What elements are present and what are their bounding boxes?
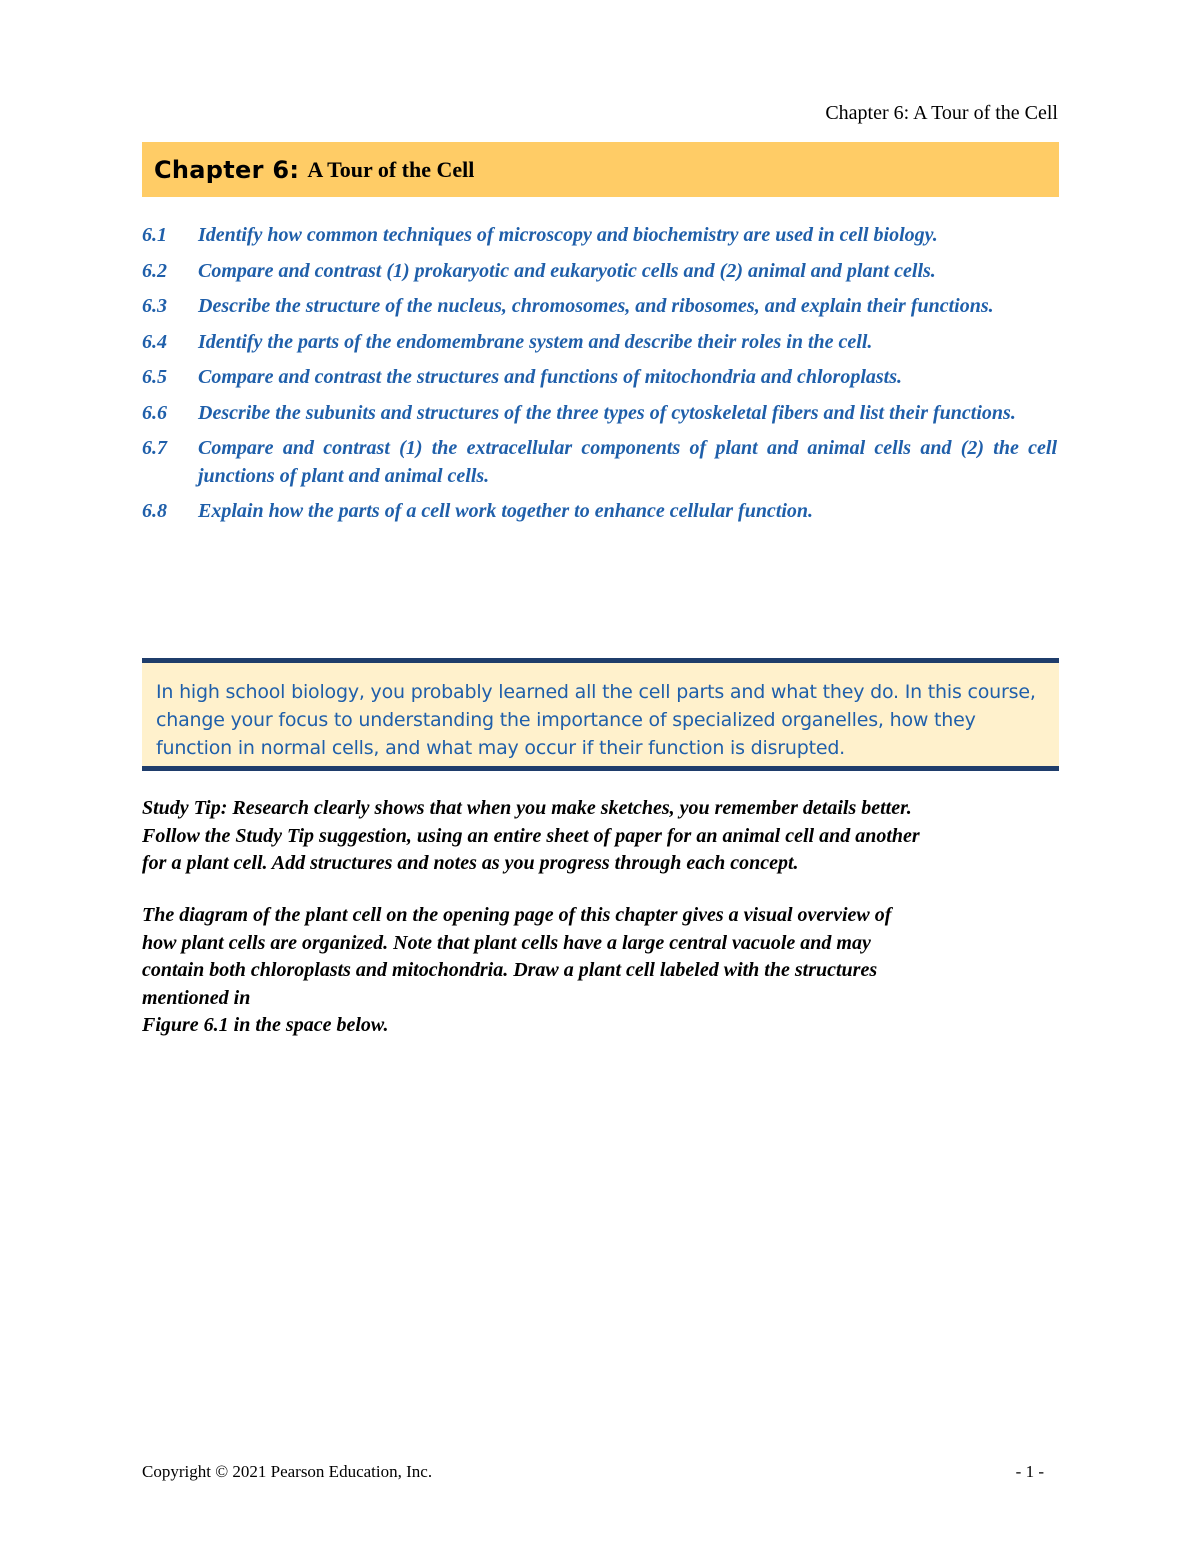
objective-item [142, 435, 1057, 490]
diagram-instruction-line: The diagram of the plant cell on the opening page of this chapter gives a visual overview of [142, 904, 892, 926]
study-tip-line: for a plant cell. Add structures and notes as you progress through each concept. [142, 852, 799, 874]
objective-text: Compare and contrast (1) the extracellular components of plant and animal cells and (2) the cell junctions of plant and animal cells. [198, 437, 1057, 487]
objective-text: Compare and contrast (1) prokaryotic and eukaryotic cells and (2) animal and plant cells. [198, 259, 936, 282]
objective-number: 6.6 [142, 401, 167, 424]
objective-number: 6.2 [142, 259, 167, 282]
study-tip-line: Study Tip: Research clearly shows that when you make sketches, you remember details better. [142, 797, 912, 819]
objective-text: Explain how the parts of a cell work together to enhance cellular function. [198, 500, 814, 522]
study-tip-paragraph [142, 795, 1060, 878]
learning-objectives-list [142, 222, 1057, 534]
callout-note-box [142, 658, 1059, 771]
objective-text: Describe the structure of the nucleus, chromosomes, and ribosomes, and explain their functions. [198, 295, 994, 317]
objective-item [142, 498, 1057, 526]
objective-item [142, 222, 1057, 250]
page-number: - 1 - [1015, 1462, 1044, 1481]
copyright-footer: Copyright © 2021 Pearson Education, Inc. [142, 1462, 433, 1481]
diagram-instruction-line: mentioned in [142, 986, 251, 1009]
objective-item [142, 258, 1057, 286]
running-header: Chapter 6: A Tour of the Cell [825, 102, 1058, 124]
objective-item [142, 293, 1057, 321]
diagram-instruction-line: contain both chloroplasts and mitochondria. Draw a plant cell labeled with the structures [142, 959, 878, 981]
objective-text: Compare and contrast the structures and functions of mitochondria and chloroplasts. [198, 366, 903, 388]
chapter-title: A Tour of the Cell [307, 156, 475, 182]
objective-number: 6.5 [142, 366, 167, 388]
chapter-label: Chapter 6: [154, 155, 300, 184]
objective-number: 6.3 [142, 295, 167, 317]
objective-number: 6.8 [142, 500, 167, 522]
callout-note-line: In high school biology, you probably learned all the cell parts and what they do. In this course, [156, 681, 1036, 703]
diagram-instruction-line: how plant cells are organized. Note that plant cells have a large central vacuole and may [142, 931, 871, 954]
objective-number: 6.1 [142, 224, 167, 246]
callout-note-line: change your focus to understanding the importance of specialized organelles, how they [156, 709, 976, 731]
objective-text: Identify how common techniques of microscopy and biochemistry are used in cell biology. [198, 224, 938, 246]
objective-text: Identify the parts of the endomembrane system and describe their roles in the cell. [198, 330, 873, 353]
objective-number: 6.7 [142, 437, 167, 459]
objective-number: 6.4 [142, 330, 167, 353]
objective-item [142, 364, 1057, 392]
diagram-instruction-paragraph [142, 902, 1060, 1040]
diagram-instruction-line: Figure 6.1 in the space below. [142, 1014, 389, 1036]
chapter-title-banner [142, 142, 1059, 197]
objective-item [142, 329, 1057, 357]
objective-item [142, 400, 1057, 428]
study-tip-line: Follow the Study Tip suggestion, using an entire sheet of paper for an animal cell and another [142, 824, 920, 847]
objective-text: Describe the subunits and structures of the three types of cytoskeletal fibers and list their functions. [198, 401, 1016, 424]
callout-note-line: function in normal cells, and what may occur if their function is disrupted. [156, 737, 846, 759]
